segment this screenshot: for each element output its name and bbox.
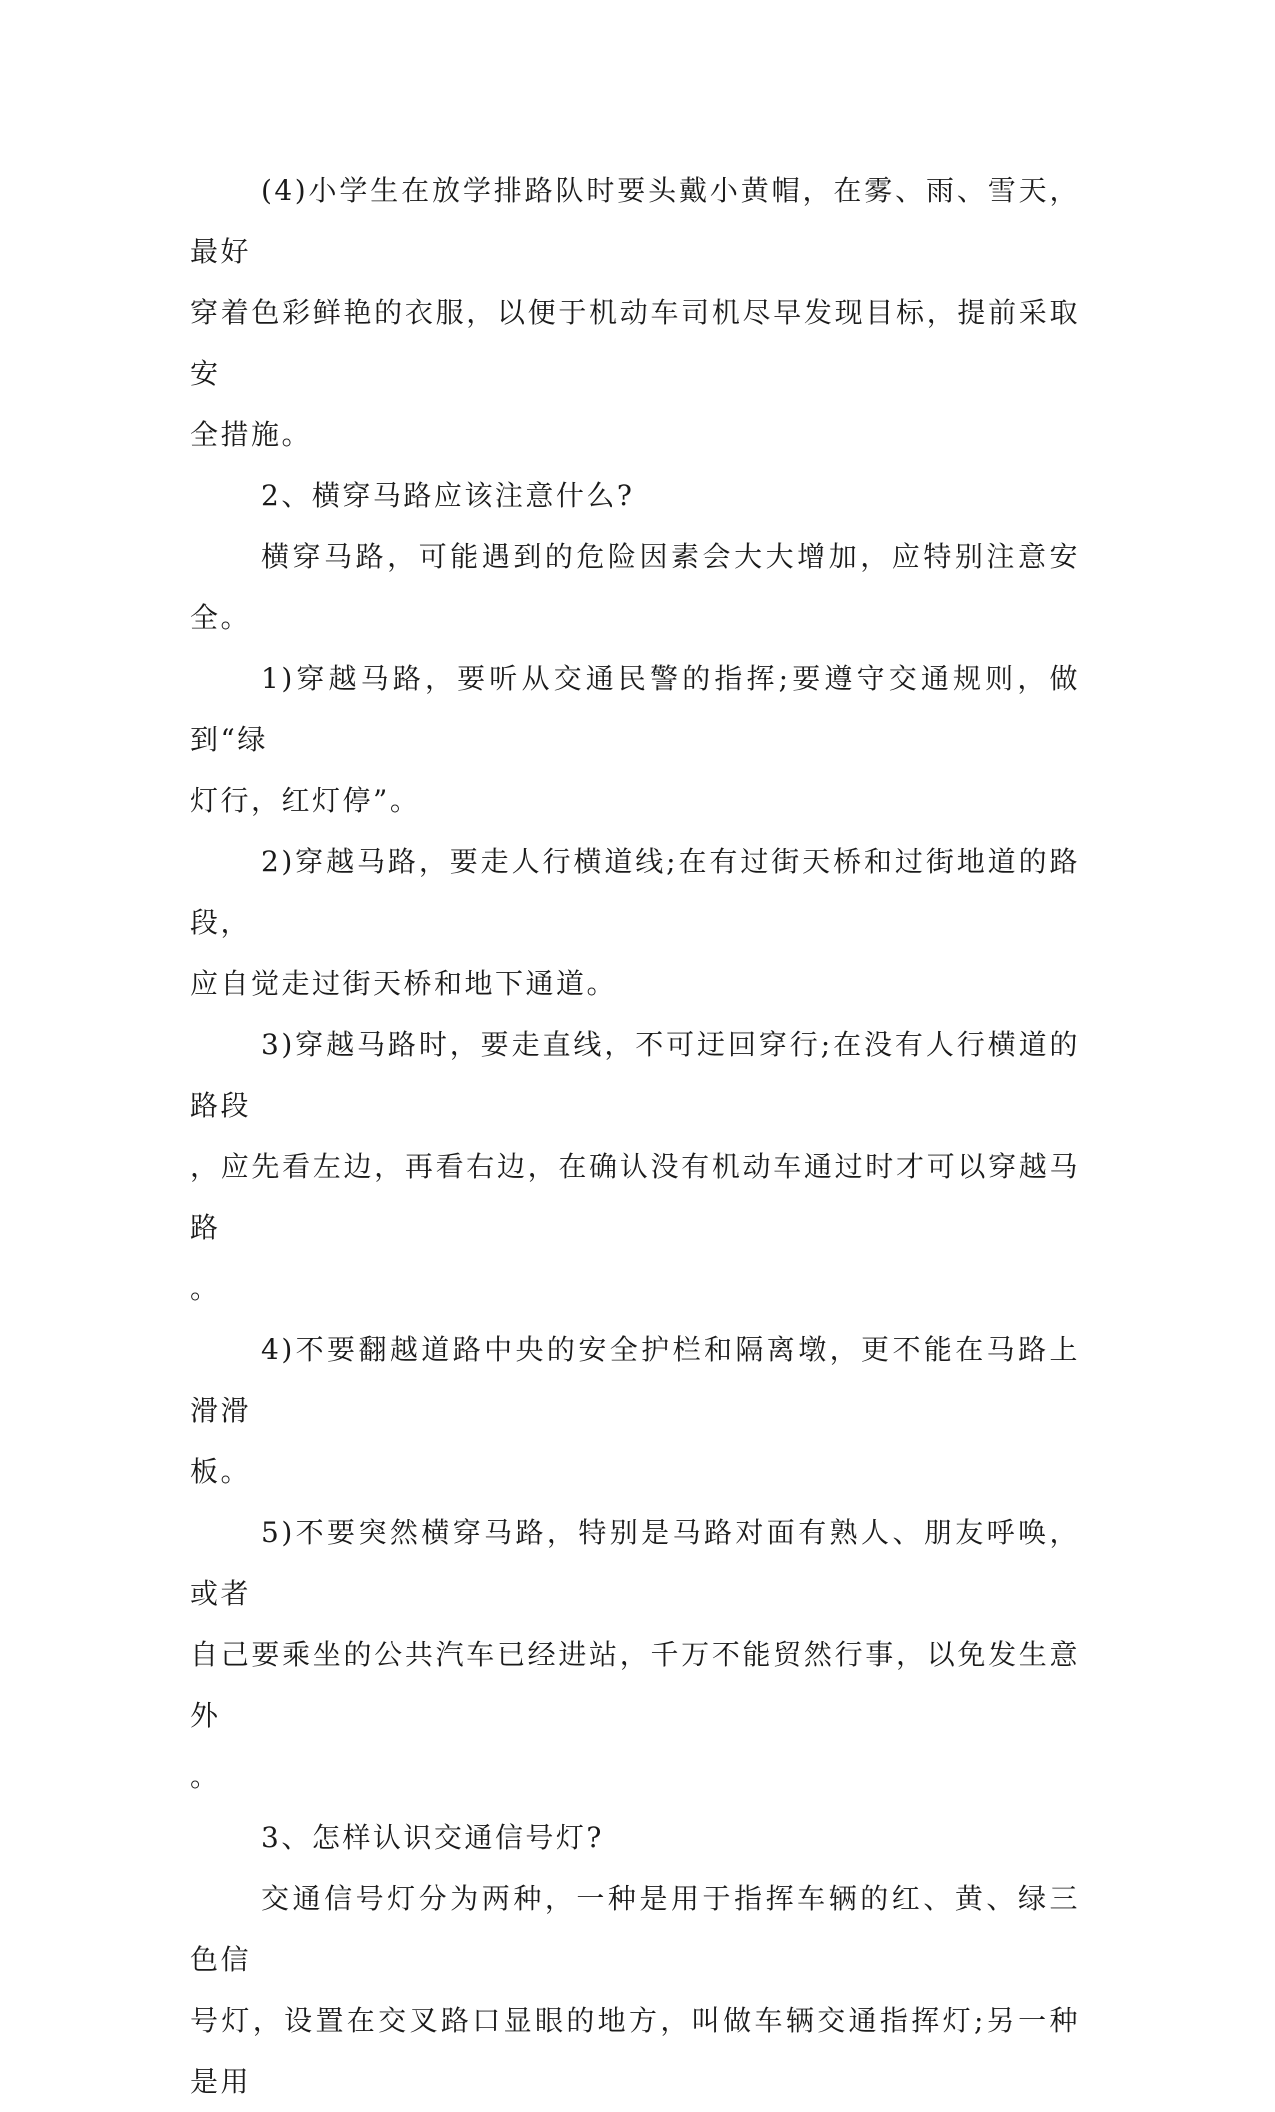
paragraph-rule-4: 4)不要翻越道路中央的安全护栏和隔离墩，更不能在马路上滑滑 板。 bbox=[190, 1333, 1080, 1488]
paragraph-rule-5: 5)不要突然横穿马路，特别是马路对面有熟人、朋友呼唤，或者 自己要乘坐的公共汽车已经进站，千万不能贸然行事，以免发生意外 。 bbox=[190, 1516, 1080, 1793]
paragraph-traffic-lights: 交通信号灯分为两种，一种是用于指挥车辆的红、黄、绿三色信 号灯，设置在交叉路口显眼的地方，叫做车辆交通指挥灯;另一种是用 bbox=[190, 1882, 1080, 2098]
paragraph-item-4: (4)小学生在放学排路队时要头戴小黄帽，在雾、雨、雪天，最好 穿着色彩鲜艳的衣服，以便于机动车司机尽早发现目标，提前采取安 全措施。 bbox=[190, 174, 1080, 451]
document-body bbox=[190, 160, 1080, 2112]
paragraph-crossing-intro: 横穿马路，可能遇到的危险因素会大大增加，应特别注意安全。 bbox=[190, 540, 1080, 634]
section-heading-traffic-lights: 3、怎样认识交通信号灯? bbox=[261, 1821, 604, 1854]
paragraph-rule-2: 2)穿越马路，要走人行横道线;在有过街天桥和过街地道的路段， 应自觉走过街天桥和地下通道。 bbox=[190, 845, 1080, 1000]
paragraph-rule-1: 1)穿越马路，要听从交通民警的指挥;要遵守交通规则，做到“绿 灯行，红灯停”。 bbox=[190, 662, 1080, 817]
paragraph-rule-3: 3)穿越马路时，要走直线，不可迂回穿行;在没有人行横道的路段 ，应先看左边，再看右边，在确认没有机动车通过时才可以穿越马路 。 bbox=[190, 1028, 1080, 1305]
section-heading-crossing-road: 2、横穿马路应该注意什么? bbox=[261, 479, 635, 512]
